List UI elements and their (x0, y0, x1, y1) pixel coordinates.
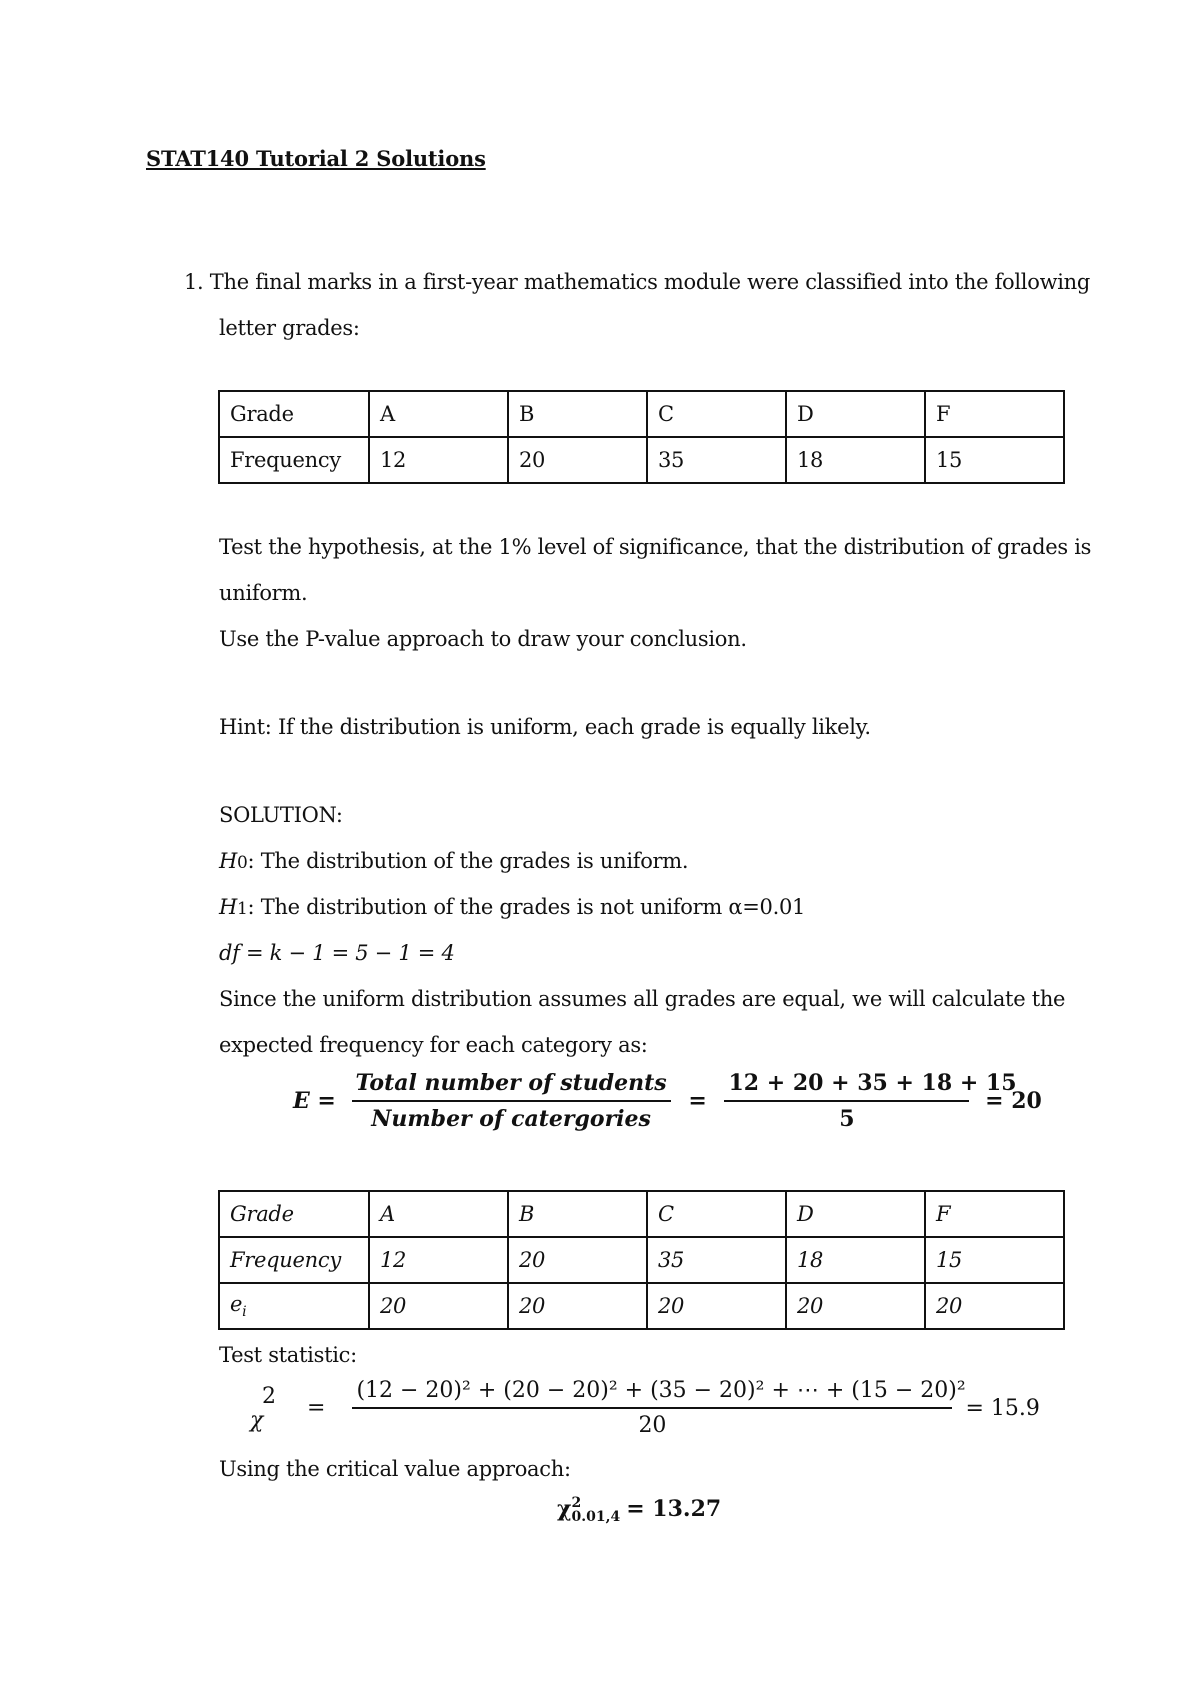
table-row (219, 1191, 1064, 1237)
grades-table (218, 390, 1065, 484)
table-cell: Frequency (219, 1237, 369, 1283)
test-statistic-denominator: 20 (638, 1413, 667, 1438)
table-cell: C (647, 1191, 786, 1237)
alternative-hypothesis (219, 895, 805, 919)
expected-result: = 20 (985, 1088, 1042, 1114)
table-cell: A (369, 391, 508, 437)
h0-subscript: 0 (237, 853, 248, 873)
table-cell: D (786, 1191, 925, 1237)
critical-value-label: Using the critical value approach: (219, 1457, 571, 1481)
null-hypothesis (219, 849, 688, 873)
table-cell: 12 (369, 1237, 508, 1283)
table-cell: 20 (369, 1283, 508, 1329)
instruction-line-3: Use the P-value approach to draw your conclusion. (219, 627, 747, 651)
table-row (219, 437, 1064, 483)
table-cell: Grade (219, 391, 369, 437)
table-cell: B (508, 1191, 647, 1237)
table-cell: 20 (508, 1237, 647, 1283)
expected-denominator-2: 5 (839, 1106, 855, 1132)
table-cell: B (508, 391, 647, 437)
expected-table (218, 1190, 1065, 1330)
h0-text: : The distribution of the grades is uniform. (247, 849, 689, 873)
test-statistic-equation (250, 1378, 1040, 1438)
critical-subscript: 0.01,4 (571, 1509, 621, 1525)
chi-square-lhs (250, 1378, 300, 1438)
table-cell: 18 (786, 1237, 925, 1283)
hint-text: Hint: If the distribution is uniform, each grade is equally likely. (219, 715, 871, 739)
table-row (219, 1283, 1064, 1329)
critical-chi-symbol: χ (557, 1496, 572, 1522)
h1-text: : The distribution of the grades is not uniform α=0.01 (247, 895, 806, 919)
instruction-line-1: Test the hypothesis, at the 1% level of significance, that the distribution of grades is (219, 535, 1092, 559)
expected-denominator-1: Number of catergories (371, 1106, 651, 1132)
table-cell: F (925, 391, 1064, 437)
table-cell: Frequency (219, 437, 369, 483)
expected-numerator-2: 12 + 20 + 35 + 18 + 15 (724, 1070, 969, 1102)
h1-subscript: 1 (237, 899, 248, 919)
h1-symbol: H (219, 895, 238, 919)
ei-symbol: e (230, 1291, 243, 1316)
critical-superscript: 2 (571, 1495, 582, 1511)
since-line-1: Since the uniform distribution assumes all grades are equal, we will calculate the (219, 987, 1066, 1011)
ei-subscript: i (242, 1304, 247, 1321)
table-cell: 12 (369, 437, 508, 483)
table-cell: F (925, 1191, 1064, 1237)
table-cell: 20 (508, 437, 647, 483)
question-line-2: letter grades: (219, 316, 360, 340)
critical-value-equation (557, 1496, 721, 1524)
critical-value: = 13.27 (626, 1496, 722, 1522)
table-cell: 15 (925, 437, 1064, 483)
table-cell: 20 (786, 1283, 925, 1329)
table-cell: 18 (786, 437, 925, 483)
test-statistic-label: Test statistic: (219, 1343, 357, 1367)
table-cell: 20 (508, 1283, 647, 1329)
test-statistic-fraction (352, 1378, 966, 1438)
instruction-line-2: uniform. (219, 581, 308, 605)
table-row (219, 1237, 1064, 1283)
since-line-2: expected frequency for each category as: (219, 1033, 648, 1057)
table-cell: A (369, 1191, 508, 1237)
question-line-1: 1. The final marks in a first-year mathematics module were classified into the following (184, 270, 1091, 294)
degrees-of-freedom: df = k − 1 = 5 − 1 = 4 (219, 941, 455, 965)
table-cell: 35 (647, 437, 786, 483)
chi-equals: = (307, 1395, 326, 1421)
chi-symbol: χ (250, 1408, 264, 1433)
expected-numerator-1: Total number of students (352, 1070, 671, 1102)
table-cell (219, 1283, 369, 1329)
document-title: STAT140 Tutorial 2 Solutions (146, 146, 486, 171)
expected-lhs: E = (293, 1088, 336, 1114)
solution-heading: SOLUTION: (219, 803, 343, 827)
test-statistic-result: = 15.9 (965, 1395, 1040, 1421)
h0-symbol: H (219, 849, 238, 873)
chi-superscript: 2 (262, 1384, 276, 1409)
table-cell: 15 (925, 1237, 1064, 1283)
expected-frequency-equation (293, 1070, 1042, 1132)
table-cell: D (786, 391, 925, 437)
expected-fraction-2 (724, 1070, 1017, 1132)
table-row (219, 391, 1064, 437)
test-statistic-numerator: (12 − 20)² + (20 − 20)² + (35 − 20)² + ⋯ + (15 − 20)² (352, 1378, 952, 1409)
table-cell: 35 (647, 1237, 786, 1283)
table-cell: Grade (219, 1191, 369, 1237)
expected-fraction-1 (352, 1070, 671, 1132)
table-cell: 20 (647, 1283, 786, 1329)
expected-equals: = (688, 1088, 707, 1114)
table-cell: C (647, 391, 786, 437)
table-cell: 20 (925, 1283, 1064, 1329)
